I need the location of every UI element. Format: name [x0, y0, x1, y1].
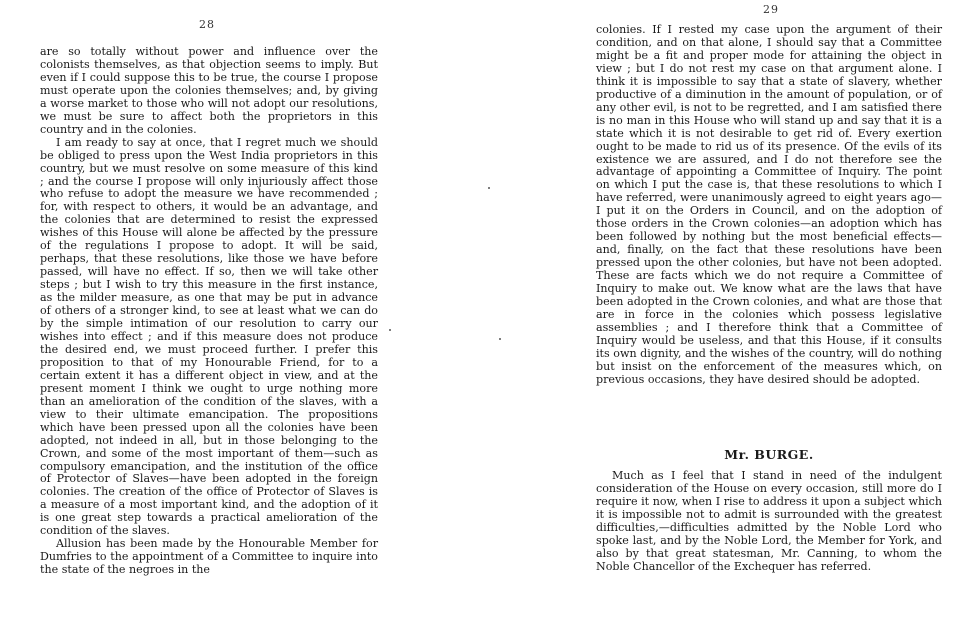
right-page-body [596, 24, 942, 387]
scan-speck [499, 338, 501, 340]
scan-speck [488, 187, 490, 189]
paragraph: are so totally without power and influence over the colonists themselves, as that objection seems to imply. But even if I could suppose this to be true, the course I propose must operate upon the colonies themselves; and, by giving a worse market to those who will not adopt our resolutions, we must be sure to affect both the proprietors in this country and in the colonies. [40, 45, 378, 136]
left-page [40, 0, 378, 639]
right-page [596, 0, 942, 639]
speaker-speech [596, 470, 942, 574]
scan-speck [389, 329, 391, 331]
speaker-heading: Mr. BURGE. [724, 447, 814, 462]
paragraph: Allusion has been made by the Honourable Member for Dumfries to the appointment of a Committee to inquire into the state of the negroes in the [40, 537, 378, 577]
paragraph: Much as I feel that I stand in need of the indulgent consideration of the House on every occasion, still more do I require it now, when I rise to address it upon a subject which it is impossible not to admit is surrounded with the greatest difficulties,—difficulties admitted by the Noble Lord who spoke last, and by the Noble Lord, the Member for York, and also by that great statesman, Mr. Canning, to whom the Noble Chancellor of the Exchequer has referred. [596, 469, 942, 573]
page-number: 29 [763, 3, 779, 16]
left-page-body [40, 46, 378, 577]
page-number: 28 [199, 18, 215, 31]
paragraph: I am ready to say at once, that I regret much we should be obliged to press upon the West India proprietors in this country, but we must resolve on some measure of this kind ; and the course I propose will only injuriously affect those who refuse to adopt the measure we have recommended ; for, with respect to others, it would be an advantage, and the colonies that are determined to resist the expressed wishes of this House will alone be affected by the pressure of the regulations I propose to adopt. It will be said, perhaps, that these resolutions, like those we have before passed, will have no effect. If so, then we will take other steps ; but I wish to try this measure in the first instance, as the milder measure, as one that may be put in advance of others of a stronger kind, to see at least what we can do by the simple intimation of our resolution to carry our wishes into effect ; and if this measure does not produce the desired end, we must proceed further. I prefer this proposition to that of my Honourable Friend, for to a certain extent it has a different object in view, and at the present moment I think we ought to urge nothing more than an amelioration of the condition of the slaves, with a view to their ultimate emancipation. The propositions which have been pressed upon all the colonies have been adopted, not indeed in all, but in those belonging to the Crown, and some of the most important of them—such as compulsory emancipation, and the institution of the office of Protector of Slaves—have been adopted in the foreign colonies. The creation of the office of Protector of Slaves is a measure of a most important kind, and the adoption of it is one great step towards a practical amelioration of the condition of the slaves. [40, 135, 378, 538]
paragraph: colonies. If I rested my case upon the argument of their condition, and on that alone, I should say that a Committee might be a fit and proper mode for attaining the object in view ; but I do not rest my case on that argument alone. I think it is impossible to say that a state of slavery, whether productive of a diminution in the amount of population, or of any other evil, is not to be regretted, and I am satisfied there is no man in this House who will stand up and say that it is a state which it is not desirable to get rid of. Every exertion ought to be made to rid us of its presence. Of the evils of its existence we are assured, and I do not therefore see the advantage of appointing a Committee of Inquiry. The point on which I put the case is, that these resolutions to which I have referred, were unanimously agreed to eight years ago—I put it on the Orders in Council, and on the adoption of those orders in the Crown colonies—an adoption which has been followed by nothing but the most beneficial effects—and, finally, on the fact that these resolutions have been pressed upon the other colonies, but have not been adopted. These are facts which we do not require a Committee of Inquiry to make out. We know what are the laws that have been adopted in the Crown colonies, and what are those that are in force in the colonies which possess legislative assemblies ; and I therefore think that a Committee of Inquiry would be useless, and that this House, if it consults its own dignity, and the wishes of the country, will do nothing but insist on the enforcement of the measures which, on previous occasions, they have desired should be adopted. [596, 23, 942, 386]
